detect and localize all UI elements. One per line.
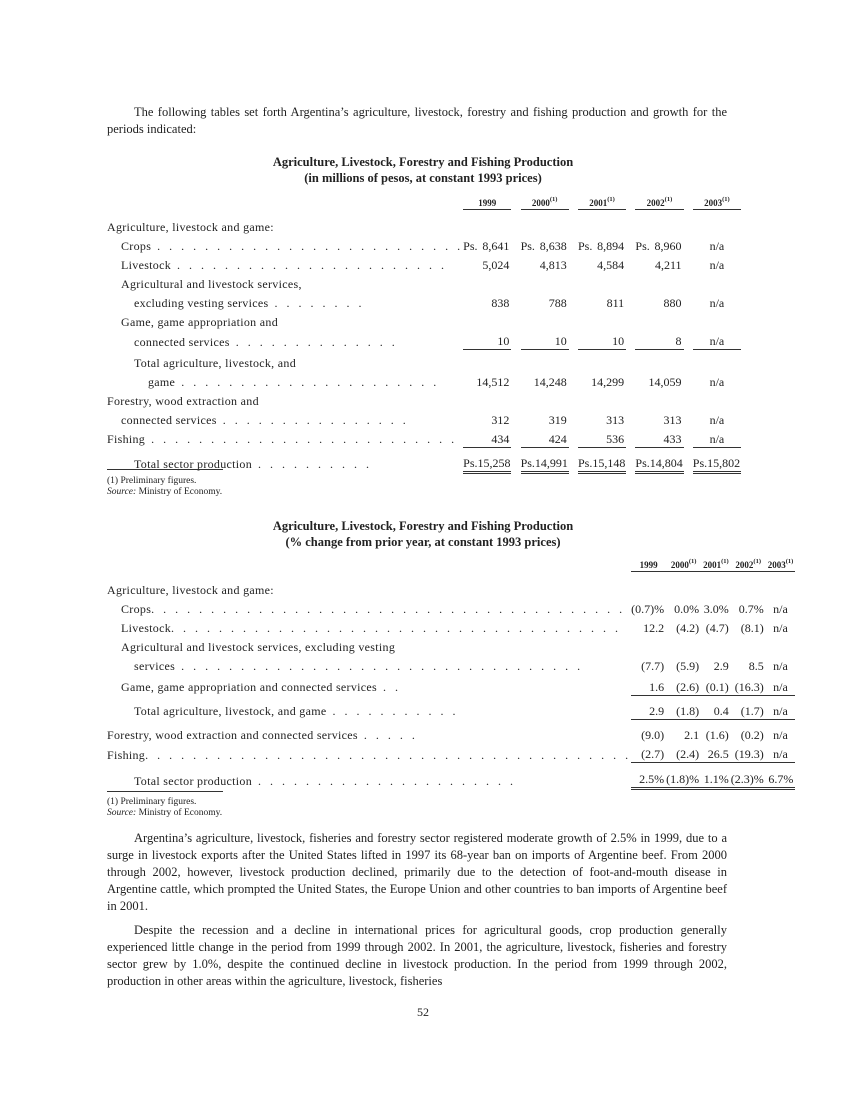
table2-col-2000: 2000$^{(1)}$ — [666, 560, 701, 572]
table-row: services . . . . . . . . . . . . . . . . . . . . . . . . . . . . . . . . . . (7.7) (5.9) 2.9 8.5 n/a — [134, 659, 788, 673]
table2-section-label: Agriculture, livestock and game: — [107, 583, 274, 597]
table-row: connected services . . . . . . . . . . . . . . 10 10 10 8 n/a — [107, 330, 741, 350]
intro-paragraph: The following tables set forth Argentina’s agriculture, livestock, forestry and fishing production and growth for the periods indicated: — [107, 105, 727, 136]
table-row: Fishing . . . . . . . . . . . . . . . . . . . . . . . . . . 434 424 536 433 n/a — [107, 428, 741, 448]
table1-col-2003: 2003$^{(1)}$ — [693, 198, 741, 210]
table2-header-row — [107, 553, 795, 574]
table-row: Game, game appropriation and connected services . . 1.6 (2.6) (0.1) (16.3) n/a — [107, 674, 795, 695]
table2-col-2002: 2002$^{(1)}$ — [731, 560, 766, 572]
row-label: Crops — [121, 239, 152, 253]
table2-col-1999: 1999 — [631, 560, 666, 572]
paragraph-2: Despite the recession and a decline in international prices for agricultural goods, crop production generally experienced little change in the period from 1999 through 2002. In 2001, the agriculture, livestock, fisheries and forestry sector grew by 1.0%, despite the continued decline in livestock production. In the period from 1999 through 2002, production in other areas within the agriculture, livestock, fisheries — [107, 923, 727, 988]
table-row: Fishing. . . . . . . . . . . . . . . . . . . . . . . . . . . . . . . . . . . . . . . . . (2.7) (2.4) 26.5 (19.3) n/a — [107, 743, 795, 763]
table2: 1999 2000$^{(1)}$ 2001$^{(1)}$ 2002$^{(1)}$ 2003$^{(1)}$ Agriculture, livestock and game: Crops. . . . . . . . . . . . . . . . . . . . . . . . . . . . . . . . . . . . . . . . (0.7)% 0.0% 3.0% 0.7% n/a Livestock. . . . . . . . . . . . . . . . . . . . . . . . . . . . . . . . . . . . . . 12.2 (4.2) (4.7) (8.1) n/a Agricultural and livestock services, excluding vesting services . . . . . . . . . . . . . . . . . . . . . . . . . . . . . . . . . . (7.7) (5.9) 2.9 8.5 n/a Game, game appropriation and connected services . . 1.6 (2.6) (0.1) (16.3) n/a Total agriculture, livestock, and game . . . . . . . . . . . 2.9 (1.8) 0.4 (1.7) n/a Forestry, wood extraction and connected services . . . . . (9.0) 2.1 (1.6) (0.2) n/a Fishing. . . . . . . . . . . . . . . . . . . . . . . . . . . . . . . . . . . . . . . . . (2.7) (2.4) 26.5 (19.3) n/a Total sector production . . . . . . . . . . . . . . . . . . . . . . 2.5% (1.8)% 1.1% (2.3)% 6.7% — [107, 553, 795, 790]
footnote: (1) Preliminary figures. — [107, 797, 197, 807]
table1: 1999 2000$^{(1)}$ 2001$^{(1)}$ 2002$^{(1)}$ 2003$^{(1)}$ Agriculture, livestock and game: Crops . . . . . . . . . . . . . . . . . . . . . . . . . . Ps. 8,641 Ps. 8,638 Ps. 8,894 Ps. 8,960 n/a Livestock . . . . . . . . . . . . . . . . . . . . . . . 5,024 4,813 4,584 4,211 n/a Agricultural and livestock services, excluding vesting services . . . . . . . . 838 788 811 880 n/a Game, game appropriation and connected services . . . . . . . . . . . . . . 10 10 10 8 n/a Total agriculture, livestock, and game . . . . . . . . . . . . . . . . . . . . . . 14,512 14,248 14,299 14,059 n/a Forestry, wood extraction and connected services . . . . . . . . . . . . . . . . 312 319 313 313 n/a Fishing . . . . . . . . . . . . . . . . . . . . . . . . . . 434 424 536 433 n/a Total sector production . . . . . . . . . . Ps. 15,258 Ps. 14,991 Ps. 15,148 Ps. 14,804 Ps. 15,802 — [107, 190, 741, 474]
table2-subtitle: (% change from prior year, at constant 1993 prices) — [285, 535, 561, 549]
table-row: excluding vesting services . . . . . . . . 838 788 811 880 n/a — [134, 296, 725, 310]
table2-col-2001: 2001$^{(1)}$ — [703, 558, 729, 570]
table-row: Crops . . . . . . . . . . . . . . . . . . . . . . . . . . Ps. 8,641 Ps. 8,638 Ps. 8,894 Ps. 8,960 n/a — [121, 239, 725, 253]
table1-section-label: Agriculture, livestock and game: — [107, 220, 274, 234]
footnote-rule — [107, 791, 223, 792]
page-number: 52 — [417, 1005, 429, 1019]
table1-header-row — [107, 190, 741, 212]
table1-footnotes — [107, 476, 222, 498]
footnote-rule — [107, 469, 223, 470]
table-row: game . . . . . . . . . . . . . . . . . . . . . . 14,512 14,248 14,299 14,059 n/a — [148, 374, 725, 389]
table1-col-2001: 2001$^{(1)}$ — [578, 198, 626, 210]
paragraph-1: Argentina’s agriculture, livestock, fisheries and forestry sector registered moderate growth of 2.5% in 1999, due to a surge in livestock exports after the United States lifted in 1997 its 68-year ban on imports of Argentine beef. From 2000 through 2002, however, livestock production declined, primarily due to the detection of foot-and-mouth disease in Argentine cattle, which prompted the United States, the Europe Union and other countries to ban imports of Argentine beef in 2001. — [107, 831, 727, 913]
source-note: Source: Ministry of Economy. — [107, 487, 223, 497]
table-row: Total agriculture, livestock, and game . . . . . . . . . . . 2.9 (1.8) 0.4 (1.7) n/a — [107, 695, 795, 719]
table2-heading — [107, 518, 739, 550]
table1-heading — [107, 154, 739, 186]
table1-col-2002: 2002$^{(1)}$ — [635, 198, 683, 210]
table-row-total: Total sector production . . . . . . . . . . . . . . . . . . . . . . 2.5% (1.8)% 1.1% (2.3)% 6.7% — [107, 763, 795, 789]
footnote: (1) Preliminary figures. — [107, 476, 197, 486]
table2-col-2003: 2003$^{(1)}$ — [767, 558, 794, 570]
table-row-total: Total sector production . . . . . . . . . . Ps. 15,258 Ps. 14,991 Ps. 15,148 Ps. 14,804 Ps. 15,802 — [107, 447, 741, 472]
table-row: Forestry, wood extraction and connected services . . . . . (9.0) 2.1 (1.6) (0.2) n/a — [107, 728, 788, 742]
table1-subtitle: (in millions of pesos, at constant 1993 prices) — [304, 171, 542, 185]
table1-title: Agriculture, Livestock, Forestry and Fishing Production — [272, 155, 574, 169]
table-row: Livestock . . . . . . . . . . . . . . . . . . . . . . . 5,024 4,813 4,584 4,211 n/a — [121, 258, 725, 272]
table2-footnotes — [107, 797, 222, 819]
table1-col-2000: 2000$^{(1)}$ — [521, 198, 569, 210]
source-note: Source: Ministry of Economy. — [107, 808, 223, 818]
table1-col-1999: 1999 — [463, 198, 511, 210]
table-row: Livestock. . . . . . . . . . . . . . . . . . . . . . . . . . . . . . . . . . . . . . 12.2 (4.2) (4.7) (8.1) n/a — [121, 621, 788, 635]
table2-title: Agriculture, Livestock, Forestry and Fishing Production — [272, 519, 574, 533]
table-row: Crops. . . . . . . . . . . . . . . . . . . . . . . . . . . . . . . . . . . . . . . . (0.7)% 0.0% 3.0% 0.7% n/a — [121, 602, 788, 616]
table-row: connected services . . . . . . . . . . . . . . . . 312 319 313 313 n/a — [121, 412, 725, 427]
